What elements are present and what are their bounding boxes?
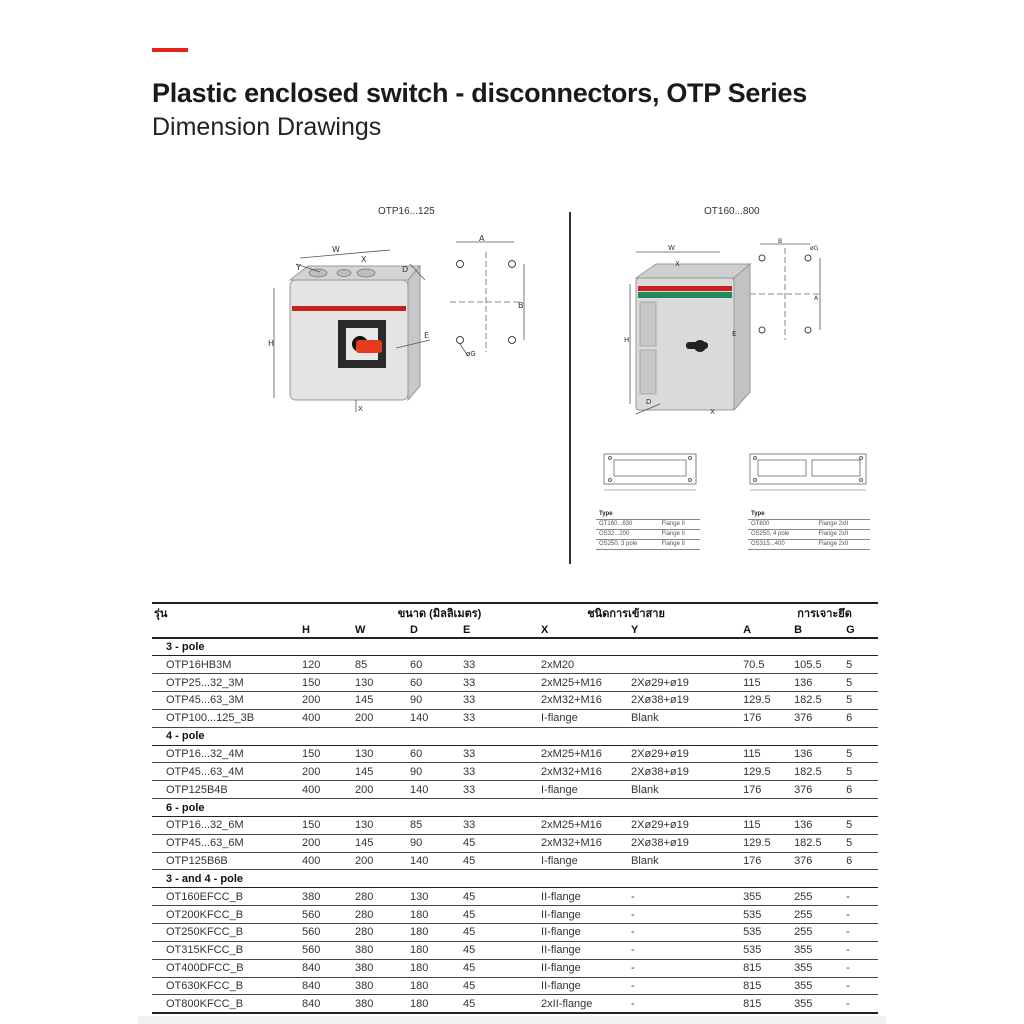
- table-row: [152, 977, 878, 995]
- value-cell: 140: [408, 709, 461, 727]
- section-title: 3 - pole: [152, 638, 878, 656]
- x-bottom-dim-label: X: [358, 405, 363, 413]
- value-cell: II-flange: [539, 888, 629, 906]
- section-row: [152, 727, 878, 745]
- flange-table-right: Type OT800 Flange 2xII OS250, 4 pole Flange 2xII OS315...400 Flange 2xII: [748, 509, 870, 550]
- value-cell: -: [629, 941, 741, 959]
- model-column-header: รุ่น: [152, 603, 300, 622]
- value-cell: 280: [353, 906, 408, 924]
- value-cell: 376: [792, 709, 844, 727]
- value-cell: -: [844, 977, 878, 995]
- column-header-row: [152, 622, 878, 638]
- page-bottom-edge: [138, 1016, 886, 1024]
- table-row: [152, 709, 878, 727]
- drawings-divider: [569, 212, 571, 564]
- flange-2xii-drawing: [746, 450, 870, 496]
- value-cell: 535: [741, 924, 792, 942]
- value-cell: 45: [461, 888, 539, 906]
- value-cell: -: [844, 959, 878, 977]
- svg-text:B: B: [518, 301, 524, 310]
- gland-3: [357, 269, 375, 277]
- value-cell: 200: [353, 709, 408, 727]
- value-cell: 180: [408, 977, 461, 995]
- ot-large-drawing: [600, 228, 840, 420]
- value-cell: 180: [408, 959, 461, 977]
- value-cell: 5: [844, 674, 878, 692]
- value-cell: 45: [461, 995, 539, 1013]
- value-cell: 60: [408, 656, 461, 674]
- model-cell: OTP45...63_3M: [152, 692, 300, 710]
- value-cell: 560: [300, 924, 353, 942]
- page-subtitle: Dimension Drawings: [152, 113, 382, 141]
- value-cell: 60: [408, 745, 461, 763]
- value-cell: 45: [461, 924, 539, 942]
- table-row: [152, 959, 878, 977]
- e-dim-label: E: [424, 331, 430, 340]
- enclosure-side: [408, 266, 420, 400]
- value-cell: 85: [408, 816, 461, 834]
- value-cell: 136: [792, 674, 844, 692]
- value-cell: Blank: [629, 852, 741, 870]
- value-cell: 400: [300, 709, 353, 727]
- value-cell: 255: [792, 906, 844, 924]
- section-row: [152, 638, 878, 656]
- table-row: [152, 692, 878, 710]
- model-cell: OT200KFCC_B: [152, 906, 300, 924]
- value-cell: 200: [300, 834, 353, 852]
- value-cell: 2Xø38+ø19: [629, 763, 741, 781]
- value-cell: 150: [300, 674, 353, 692]
- value-cell: 90: [408, 834, 461, 852]
- value-cell: 6: [844, 852, 878, 870]
- value-cell: 2xM25+M16: [539, 745, 629, 763]
- value-cell: 33: [461, 816, 539, 834]
- model-cell: OT800KFCC_B: [152, 995, 300, 1013]
- value-cell: 180: [408, 906, 461, 924]
- x-top-dim-label: X: [361, 255, 367, 264]
- dimensions-table-wrap: [152, 602, 878, 1014]
- model-cell: OTP100...125_3B: [152, 709, 300, 727]
- value-cell: 355: [792, 977, 844, 995]
- value-cell: 840: [300, 995, 353, 1013]
- value-cell: 2Xø38+ø19: [629, 834, 741, 852]
- value-cell: I-flange: [539, 781, 629, 799]
- d-dim-label: D: [402, 265, 409, 274]
- panel-left-top: [640, 302, 656, 346]
- section-title: 4 - pole: [152, 727, 878, 745]
- value-cell: 115: [741, 816, 792, 834]
- svg-text:øG: øG: [810, 245, 819, 252]
- value-cell: 33: [461, 763, 539, 781]
- column-header-y: Y: [629, 622, 741, 638]
- value-cell: 5: [844, 816, 878, 834]
- model-cell: OTP25...32_3M: [152, 674, 300, 692]
- value-cell: 33: [461, 656, 539, 674]
- value-cell: 200: [300, 692, 353, 710]
- y-dim-label: Y: [296, 263, 301, 272]
- value-cell: 2xM32+M16: [539, 692, 629, 710]
- value-cell: 85: [353, 656, 408, 674]
- value-cell: 840: [300, 959, 353, 977]
- value-cell: II-flange: [539, 941, 629, 959]
- column-header-e: E: [461, 622, 539, 638]
- value-cell: 380: [353, 941, 408, 959]
- value-cell: 136: [792, 816, 844, 834]
- value-cell: -: [629, 906, 741, 924]
- section-row: [152, 870, 878, 888]
- value-cell: 5: [844, 692, 878, 710]
- section-title: 3 - and 4 - pole: [152, 870, 878, 888]
- model-cell: OT250KFCC_B: [152, 924, 300, 942]
- panel-left-bottom: [640, 350, 656, 394]
- value-cell: 176: [741, 852, 792, 870]
- value-cell: 400: [300, 781, 353, 799]
- table-row: [152, 906, 878, 924]
- value-cell: 136: [792, 745, 844, 763]
- value-cell: 355: [792, 995, 844, 1013]
- enclosure-top: [636, 264, 750, 278]
- red-stripe: [292, 306, 406, 311]
- flange-table-left: Type OT160...630 Flange II OS32...200 Flange II OS250, 3 pole Flange II: [596, 509, 700, 550]
- table-row: [152, 888, 878, 906]
- dimensions-table: [152, 602, 878, 1014]
- value-cell: 129.5: [741, 834, 792, 852]
- model-cell: OT315KFCC_B: [152, 941, 300, 959]
- table-row: [152, 995, 878, 1013]
- value-cell: 45: [461, 977, 539, 995]
- value-cell: 380: [353, 977, 408, 995]
- gland-1: [309, 269, 327, 277]
- model-cell: OTP16HB3M: [152, 656, 300, 674]
- page-title: Plastic enclosed switch - disconnectors, OTP Series: [152, 78, 807, 108]
- value-cell: 105.5: [792, 656, 844, 674]
- column-header-b: B: [792, 622, 844, 638]
- value-cell: 355: [792, 959, 844, 977]
- svg-text:øG: øG: [466, 350, 476, 358]
- handle-lever: [356, 340, 382, 353]
- value-cell: 815: [741, 959, 792, 977]
- value-cell: 2xM32+M16: [539, 763, 629, 781]
- model-cell: OTP16...32_4M: [152, 745, 300, 763]
- column-header-a: A: [741, 622, 792, 638]
- value-cell: -: [629, 924, 741, 942]
- value-cell: 145: [353, 763, 408, 781]
- accent-bar: [152, 48, 188, 52]
- value-cell: 2Xø38+ø19: [629, 692, 741, 710]
- column-header-h: H: [300, 622, 353, 638]
- flange-type-header: Type: [748, 509, 816, 519]
- handle-lever: [686, 342, 708, 349]
- value-cell: -: [844, 924, 878, 942]
- value-cell: II-flange: [539, 924, 629, 942]
- value-cell: 33: [461, 692, 539, 710]
- value-cell: 150: [300, 745, 353, 763]
- value-cell: 200: [353, 852, 408, 870]
- value-cell: -: [629, 995, 741, 1013]
- entry-group-header: ชนิดการเข้าสาย: [539, 603, 741, 622]
- value-cell: 140: [408, 781, 461, 799]
- value-cell: 380: [353, 959, 408, 977]
- value-cell: 6: [844, 709, 878, 727]
- value-cell: 2xM25+M16: [539, 674, 629, 692]
- left-drawing-label: OTP16...125: [378, 206, 435, 217]
- value-cell: 380: [353, 995, 408, 1013]
- value-cell: 33: [461, 745, 539, 763]
- value-cell: 90: [408, 692, 461, 710]
- value-cell: 560: [300, 906, 353, 924]
- value-cell: 70.5: [741, 656, 792, 674]
- value-cell: 535: [741, 906, 792, 924]
- value-cell: 5: [844, 763, 878, 781]
- value-cell: -: [629, 959, 741, 977]
- green-stripe: [638, 292, 732, 298]
- value-cell: 120: [300, 656, 353, 674]
- value-cell: 255: [792, 888, 844, 906]
- value-cell: 400: [300, 852, 353, 870]
- table-row: [152, 781, 878, 799]
- value-cell: -: [844, 888, 878, 906]
- value-cell: 815: [741, 995, 792, 1013]
- value-cell: 815: [741, 977, 792, 995]
- hole-pattern: [750, 238, 820, 340]
- value-cell: 176: [741, 781, 792, 799]
- value-cell: 355: [792, 941, 844, 959]
- otp-small-drawing: [260, 228, 540, 420]
- value-cell: 130: [353, 745, 408, 763]
- value-cell: 5: [844, 745, 878, 763]
- table-row: [152, 674, 878, 692]
- value-cell: 33: [461, 781, 539, 799]
- section-title: 6 - pole: [152, 799, 878, 817]
- d-dim-label: D: [646, 398, 652, 406]
- value-cell: Blank: [629, 781, 741, 799]
- svg-text:A: A: [814, 295, 819, 302]
- svg-text:A: A: [479, 234, 485, 243]
- w-dim-label: W: [668, 244, 675, 252]
- table-row: [152, 816, 878, 834]
- value-cell: 130: [353, 816, 408, 834]
- value-cell: 180: [408, 924, 461, 942]
- value-cell: 182.5: [792, 692, 844, 710]
- column-header-x: X: [539, 622, 629, 638]
- column-header-g: G: [844, 622, 878, 638]
- value-cell: 145: [353, 692, 408, 710]
- value-cell: 376: [792, 852, 844, 870]
- value-cell: II-flange: [539, 977, 629, 995]
- model-cell: OT630KFCC_B: [152, 977, 300, 995]
- e-dim-label: E: [732, 330, 737, 338]
- value-cell: 280: [353, 924, 408, 942]
- value-cell: 45: [461, 906, 539, 924]
- value-cell: -: [844, 941, 878, 959]
- value-cell: 200: [300, 763, 353, 781]
- value-cell: 129.5: [741, 692, 792, 710]
- value-cell: 130: [353, 674, 408, 692]
- svg-text:B: B: [778, 238, 783, 245]
- table-row: [152, 834, 878, 852]
- model-cell: OTP125B4B: [152, 781, 300, 799]
- value-cell: 560: [300, 941, 353, 959]
- value-cell: 840: [300, 977, 353, 995]
- table-row: [152, 763, 878, 781]
- value-cell: 60: [408, 674, 461, 692]
- x-bottom-dim-label: X: [710, 408, 715, 416]
- value-cell: 150: [300, 816, 353, 834]
- size-group-header: ขนาด (มิลลิเมตร): [300, 603, 539, 622]
- value-cell: 5: [844, 656, 878, 674]
- column-header-d: D: [408, 622, 461, 638]
- value-cell: 33: [461, 709, 539, 727]
- value-cell: 2xM20: [539, 656, 629, 674]
- value-cell: Blank: [629, 709, 741, 727]
- w-dim-line: [300, 250, 390, 258]
- value-cell: 2Xø29+ø19: [629, 745, 741, 763]
- flange-type-header: Type: [596, 509, 659, 519]
- value-cell: I-flange: [539, 709, 629, 727]
- model-cell: OTP45...63_6M: [152, 834, 300, 852]
- h-dim-label: H: [268, 339, 275, 348]
- hole-pattern: [450, 234, 524, 358]
- section-row: [152, 799, 878, 817]
- model-cell: OTP45...63_4M: [152, 763, 300, 781]
- value-cell: 180: [408, 995, 461, 1013]
- x-top-dim-label: X: [675, 260, 680, 268]
- value-cell: 140: [408, 852, 461, 870]
- value-cell: 176: [741, 709, 792, 727]
- value-cell: 2xM25+M16: [539, 816, 629, 834]
- table-row: [152, 924, 878, 942]
- value-cell: I-flange: [539, 852, 629, 870]
- value-cell: -: [629, 888, 741, 906]
- value-cell: 180: [408, 941, 461, 959]
- value-cell: 380: [300, 888, 353, 906]
- value-cell: 182.5: [792, 763, 844, 781]
- table-row: [152, 745, 878, 763]
- value-cell: 182.5: [792, 834, 844, 852]
- value-cell: 90: [408, 763, 461, 781]
- value-cell: 2xM32+M16: [539, 834, 629, 852]
- value-cell: -: [629, 977, 741, 995]
- value-cell: 5: [844, 834, 878, 852]
- value-cell: -: [844, 906, 878, 924]
- w-dim-label: W: [332, 245, 340, 254]
- value-cell: 355: [741, 888, 792, 906]
- value-cell: 255: [792, 924, 844, 942]
- value-cell: II-flange: [539, 959, 629, 977]
- table-row: [152, 941, 878, 959]
- value-cell: 45: [461, 941, 539, 959]
- table-row: [152, 656, 878, 674]
- value-cell: 6: [844, 781, 878, 799]
- value-cell: [629, 656, 741, 674]
- value-cell: 33: [461, 674, 539, 692]
- value-cell: 145: [353, 834, 408, 852]
- gland-2: [337, 270, 351, 277]
- value-cell: 115: [741, 745, 792, 763]
- value-cell: 45: [461, 959, 539, 977]
- value-cell: 115: [741, 674, 792, 692]
- value-cell: 130: [408, 888, 461, 906]
- red-stripe: [638, 286, 732, 291]
- value-cell: 535: [741, 941, 792, 959]
- right-drawing-label: OT160...800: [704, 206, 760, 217]
- model-cell: OTP16...32_6M: [152, 816, 300, 834]
- model-cell: OT160EFCC_B: [152, 888, 300, 906]
- value-cell: -: [844, 995, 878, 1013]
- value-cell: 2xII-flange: [539, 995, 629, 1013]
- table-row: [152, 852, 878, 870]
- model-cell: OT400DFCC_B: [152, 959, 300, 977]
- drill-group-header: การเจาะยึด: [741, 603, 878, 622]
- model-cell: OTP125B6B: [152, 852, 300, 870]
- column-header-w: W: [353, 622, 408, 638]
- h-dim-label: H: [624, 336, 630, 344]
- value-cell: II-flange: [539, 906, 629, 924]
- value-cell: 2Xø29+ø19: [629, 674, 741, 692]
- value-cell: 45: [461, 834, 539, 852]
- flange-ii-drawing: [596, 450, 704, 496]
- value-cell: 200: [353, 781, 408, 799]
- value-cell: 2Xø29+ø19: [629, 816, 741, 834]
- value-cell: 45: [461, 852, 539, 870]
- value-cell: 129.5: [741, 763, 792, 781]
- value-cell: 280: [353, 888, 408, 906]
- value-cell: 376: [792, 781, 844, 799]
